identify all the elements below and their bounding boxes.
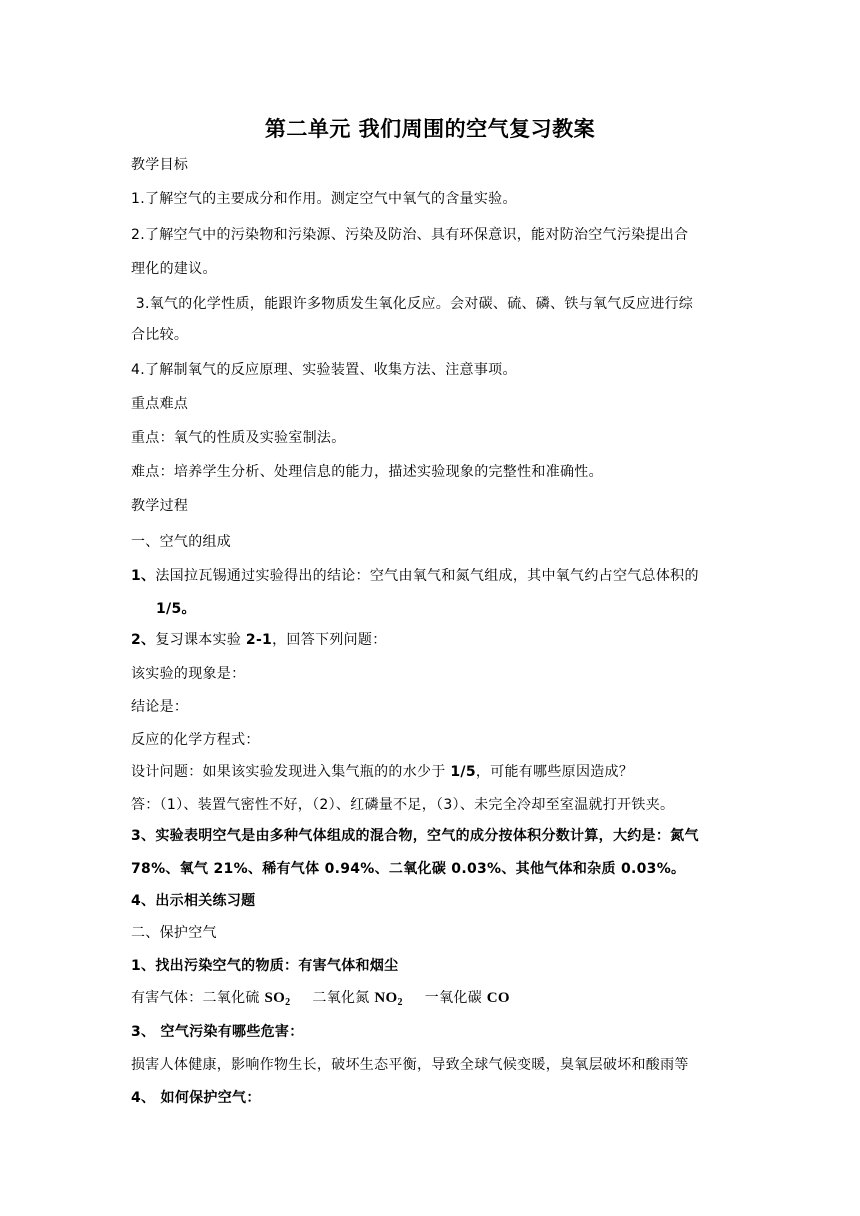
design-question-text-a: 设计问题：如果该实验发现进入集气瓶的的水少于	[131, 764, 451, 780]
chemical-equation: 反应的化学方程式：	[131, 732, 260, 748]
objective-3-cont: 合比较。	[131, 327, 189, 343]
section1-item2	[131, 630, 741, 650]
objective-3: 3.氧气的化学性质，能跟许多物质发生氧化反应。会对碳、硫、磷、铁与氧气反应进行综	[131, 296, 694, 312]
experiment-phenomenon: 该实验的现象是：	[131, 666, 246, 682]
objective-2: 2.了解空气中的污染物和污染源、污染及防治、具有环保意识，能对防治空气污染提出合	[131, 227, 689, 243]
section1-item3-cont: 78%、氧气 21%、稀有气体 0.94%、二氧化碳 0.03%、其他气体和杂质 0.03%。	[131, 861, 686, 877]
design-question	[131, 762, 741, 782]
section1-item2-experiment: 2-1	[245, 632, 273, 648]
harmful-gases	[131, 988, 741, 1008]
process-heading: 教学过程	[131, 498, 189, 514]
gas3-formula: CO	[486, 990, 510, 1006]
section1-item2-text-a: 复习课本实验	[155, 632, 246, 648]
gas1-name: 二氧化硫	[202, 990, 260, 1006]
section1-item1-text: 法国拉瓦锡通过实验得出的结论：空气由氧气和氮气组成，其中氧气约占空气总体积的	[155, 568, 699, 584]
pollution-harm: 损害人体健康，影响作物生长，破坏生态平衡，导致全球气候变暖，臭氧层破坏和酸雨等	[131, 1057, 689, 1073]
objective-2-cont: 理化的建议。	[131, 261, 217, 277]
objectives-heading: 教学目标	[131, 157, 189, 173]
section1-item1-number: 1、	[131, 568, 156, 584]
gas1-formula: $SO_2$	[264, 990, 291, 1008]
section2-heading: 二、保护空气	[131, 925, 217, 941]
design-answer: 答：（1）、装置气密性不好，（2）、红磷量不足，（3）、未完全冷却至室温就打开铁夹。	[131, 797, 675, 813]
key-point: 重点：氧气的性质及实验室制法。	[131, 430, 346, 446]
section1-item2-number: 2、	[131, 632, 156, 648]
difficulty-point: 难点：培养学生分析、处理信息的能力，描述实验现象的完整性和准确性。	[131, 464, 603, 480]
objective-4: 4.了解制氧气的反应原理、实验装置、收集方法、注意事项。	[131, 362, 517, 378]
section2-item3: 3、 空气污染有哪些危害：	[131, 1024, 304, 1040]
document-title: 第二单元 我们周围的空气复习教案	[264, 117, 596, 141]
gas2-formula: $NO_2$	[374, 990, 403, 1008]
experiment-conclusion: 结论是：	[131, 699, 189, 715]
design-question-text-b: ，可能有哪些原因造成？	[475, 764, 634, 780]
key-heading: 重点难点	[131, 396, 189, 412]
section1-item3: 3、实验表明空气是由多种气体组成的混合物，空气的成分按体积分数计算，大约是：氮气	[131, 828, 699, 844]
section1-item1-cont: 1/5。	[156, 601, 196, 617]
section1-heading: 一、空气的组成	[131, 534, 232, 550]
harmful-gases-label: 有害气体：	[131, 990, 203, 1006]
design-question-fraction: 1/5	[450, 764, 476, 780]
gas2-name: 二氧化氮	[312, 990, 370, 1006]
section1-item1	[131, 566, 741, 586]
objective-1: 1.了解空气的主要成分和作用。测定空气中氧气的含量实验。	[131, 191, 517, 207]
section1-item2-text-b: ，回答下列问题：	[272, 632, 387, 648]
section2-item1: 1、找出污染空气的物质：有害气体和烟尘	[131, 958, 399, 974]
section2-item4: 4、 如何保护空气：	[131, 1090, 261, 1106]
gas3-name: 一氧化碳	[424, 990, 482, 1006]
section1-item4: 4、出示相关练习题	[131, 893, 256, 909]
